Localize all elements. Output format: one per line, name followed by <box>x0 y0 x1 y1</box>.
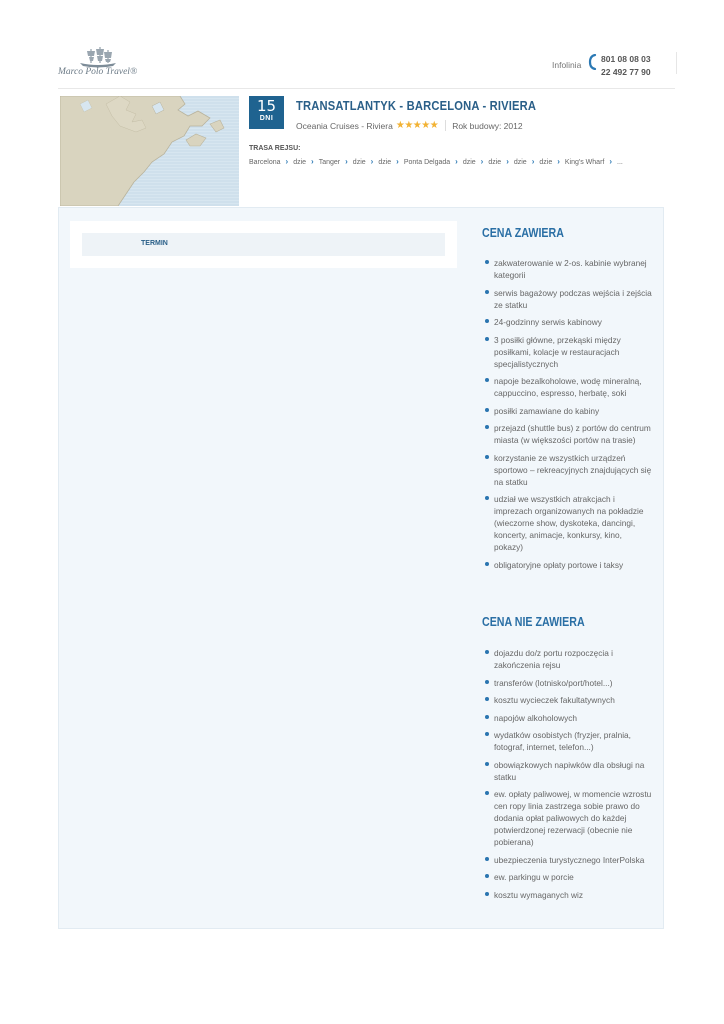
header-rule <box>58 88 675 89</box>
list-item: 3 posiłki główne, przekąski między posiłkami, kolacje w restauracjach specjalistycznych <box>483 334 653 370</box>
chevron-right-icon: › <box>370 157 374 166</box>
list-item: transferów (lotnisko/port/hotel...) <box>483 677 653 689</box>
includes-list <box>483 257 653 576</box>
chevron-right-icon: › <box>531 157 535 166</box>
header-divider <box>676 52 677 74</box>
route-stop: dzie <box>539 159 553 166</box>
days-unit: DNI <box>259 115 274 122</box>
chevron-right-icon: › <box>506 157 509 166</box>
list-item: posiłki zamawiane do kabiny <box>483 405 653 417</box>
list-item: obligatoryjne opłaty portowe i taksy <box>483 559 653 571</box>
list-item: przejazd (shuttle bus) z portów do centrum miasta (w większości portów na trasie) <box>483 422 653 446</box>
list-item: kosztu wymaganych wiz <box>483 889 653 901</box>
phone-icon <box>588 54 598 70</box>
list-item: obowiązkowych napiwków dla obsługi na statku <box>483 759 653 783</box>
days-badge <box>249 96 284 129</box>
star-icon: ★ <box>404 120 413 131</box>
list-item: ew. parkingu w porcie <box>483 871 653 883</box>
route-stop: Tanger <box>318 159 341 166</box>
route-stop: dzie <box>378 159 392 166</box>
logo-text: Marco Polo Travel® <box>58 67 138 77</box>
route-stop: ... <box>617 159 623 166</box>
route-label: TRASA REJSU: <box>249 145 301 152</box>
list-item: udział we wszystkich atrakcjach i imprezach organizowanych na pokładzie (wieczorne show, dyskoteka, dancingi, koncerty, animacje, konkursy, kino, pokazy) <box>483 493 653 553</box>
build-year: Rok budowy: 2012 <box>452 120 523 131</box>
route-stop: dzie <box>513 159 527 166</box>
cruise-subtitle <box>296 120 523 131</box>
phone-number-1[interactable]: 801 08 08 03 <box>601 54 651 64</box>
star-icon: ★ <box>395 120 405 131</box>
list-item: napojów alkoholowych <box>483 712 653 724</box>
route-stop: King's Wharf <box>564 159 605 166</box>
ship-name: Oceania Cruises - Riviera <box>296 120 393 131</box>
chevron-right-icon: › <box>345 157 348 166</box>
excludes-list <box>483 647 653 906</box>
route-stops <box>249 157 623 166</box>
route-stop: Barcelona <box>249 159 281 166</box>
route-stop: dzie <box>462 159 476 166</box>
chevron-right-icon: › <box>609 157 613 166</box>
route-map[interactable] <box>60 96 239 206</box>
list-item: zakwaterowanie w 2-os. kabinie wybranej kategorii <box>483 257 653 281</box>
star-icon: ★ <box>421 120 430 131</box>
includes-title: CENA ZAWIERA <box>482 225 564 240</box>
phone-numbers[interactable] <box>601 53 651 78</box>
chevron-right-icon: › <box>557 157 560 166</box>
list-item: serwis bagażowy podczas wejścia i zejścia ze statku <box>483 287 653 311</box>
chevron-right-icon: › <box>396 157 399 166</box>
list-item: wydatków osobistych (fryzjer, pralnia, fotograf, internet, telefon...) <box>483 729 653 753</box>
star-icon: ★ <box>412 120 422 131</box>
ship-logo-icon <box>58 46 138 68</box>
list-item: 24-godzinny serwis kabinowy <box>483 316 653 328</box>
route-stop: dzie <box>293 159 307 166</box>
infolinia-label: Infolinia <box>552 60 582 70</box>
route-stop: dzie <box>488 159 502 166</box>
route-stop: Ponta Delgada <box>403 159 451 166</box>
excludes-title: CENA NIE ZAWIERA <box>482 614 585 629</box>
list-item: kosztu wycieczek fakultatywnych <box>483 694 653 706</box>
chevron-right-icon: › <box>480 157 484 166</box>
company-logo[interactable] <box>58 46 138 80</box>
list-item: napoje bezalkoholowe, wodę mineralną, cappuccino, espresso, herbatę, soki <box>483 375 653 399</box>
list-item: korzystanie ze wszystkich urządzeń sportowo – rekreacyjnych znajdujących się na statku <box>483 452 653 488</box>
chevron-right-icon: › <box>285 157 289 166</box>
subtitle-divider <box>445 120 446 131</box>
rating-stars <box>396 120 438 131</box>
cruise-title: TRANSATLANTYK - BARCELONA - RIVIERA <box>296 98 537 113</box>
phone-number-2[interactable]: 22 492 77 90 <box>601 66 651 77</box>
termin-header <box>82 233 445 256</box>
termin-label: TERMIN <box>141 240 168 247</box>
list-item: dojazdu do/z portu rozpoczęcia i zakończenia rejsu <box>483 647 653 671</box>
list-item: ubezpieczenia turystycznego InterPolska <box>483 854 653 866</box>
list-item: ew. opłaty paliwowej, w momencie wzrostu cen ropy linia zastrzega sobie prawo do dodania opłat paliwowych do każdej potwierdzonej rezerwacji (obecnie nie pobierana) <box>483 788 653 848</box>
route-stop: dzie <box>352 159 366 166</box>
star-icon: ★ <box>429 120 439 131</box>
days-count: 15 <box>256 97 277 115</box>
chevron-right-icon: › <box>455 157 458 166</box>
chevron-right-icon: › <box>311 157 314 166</box>
